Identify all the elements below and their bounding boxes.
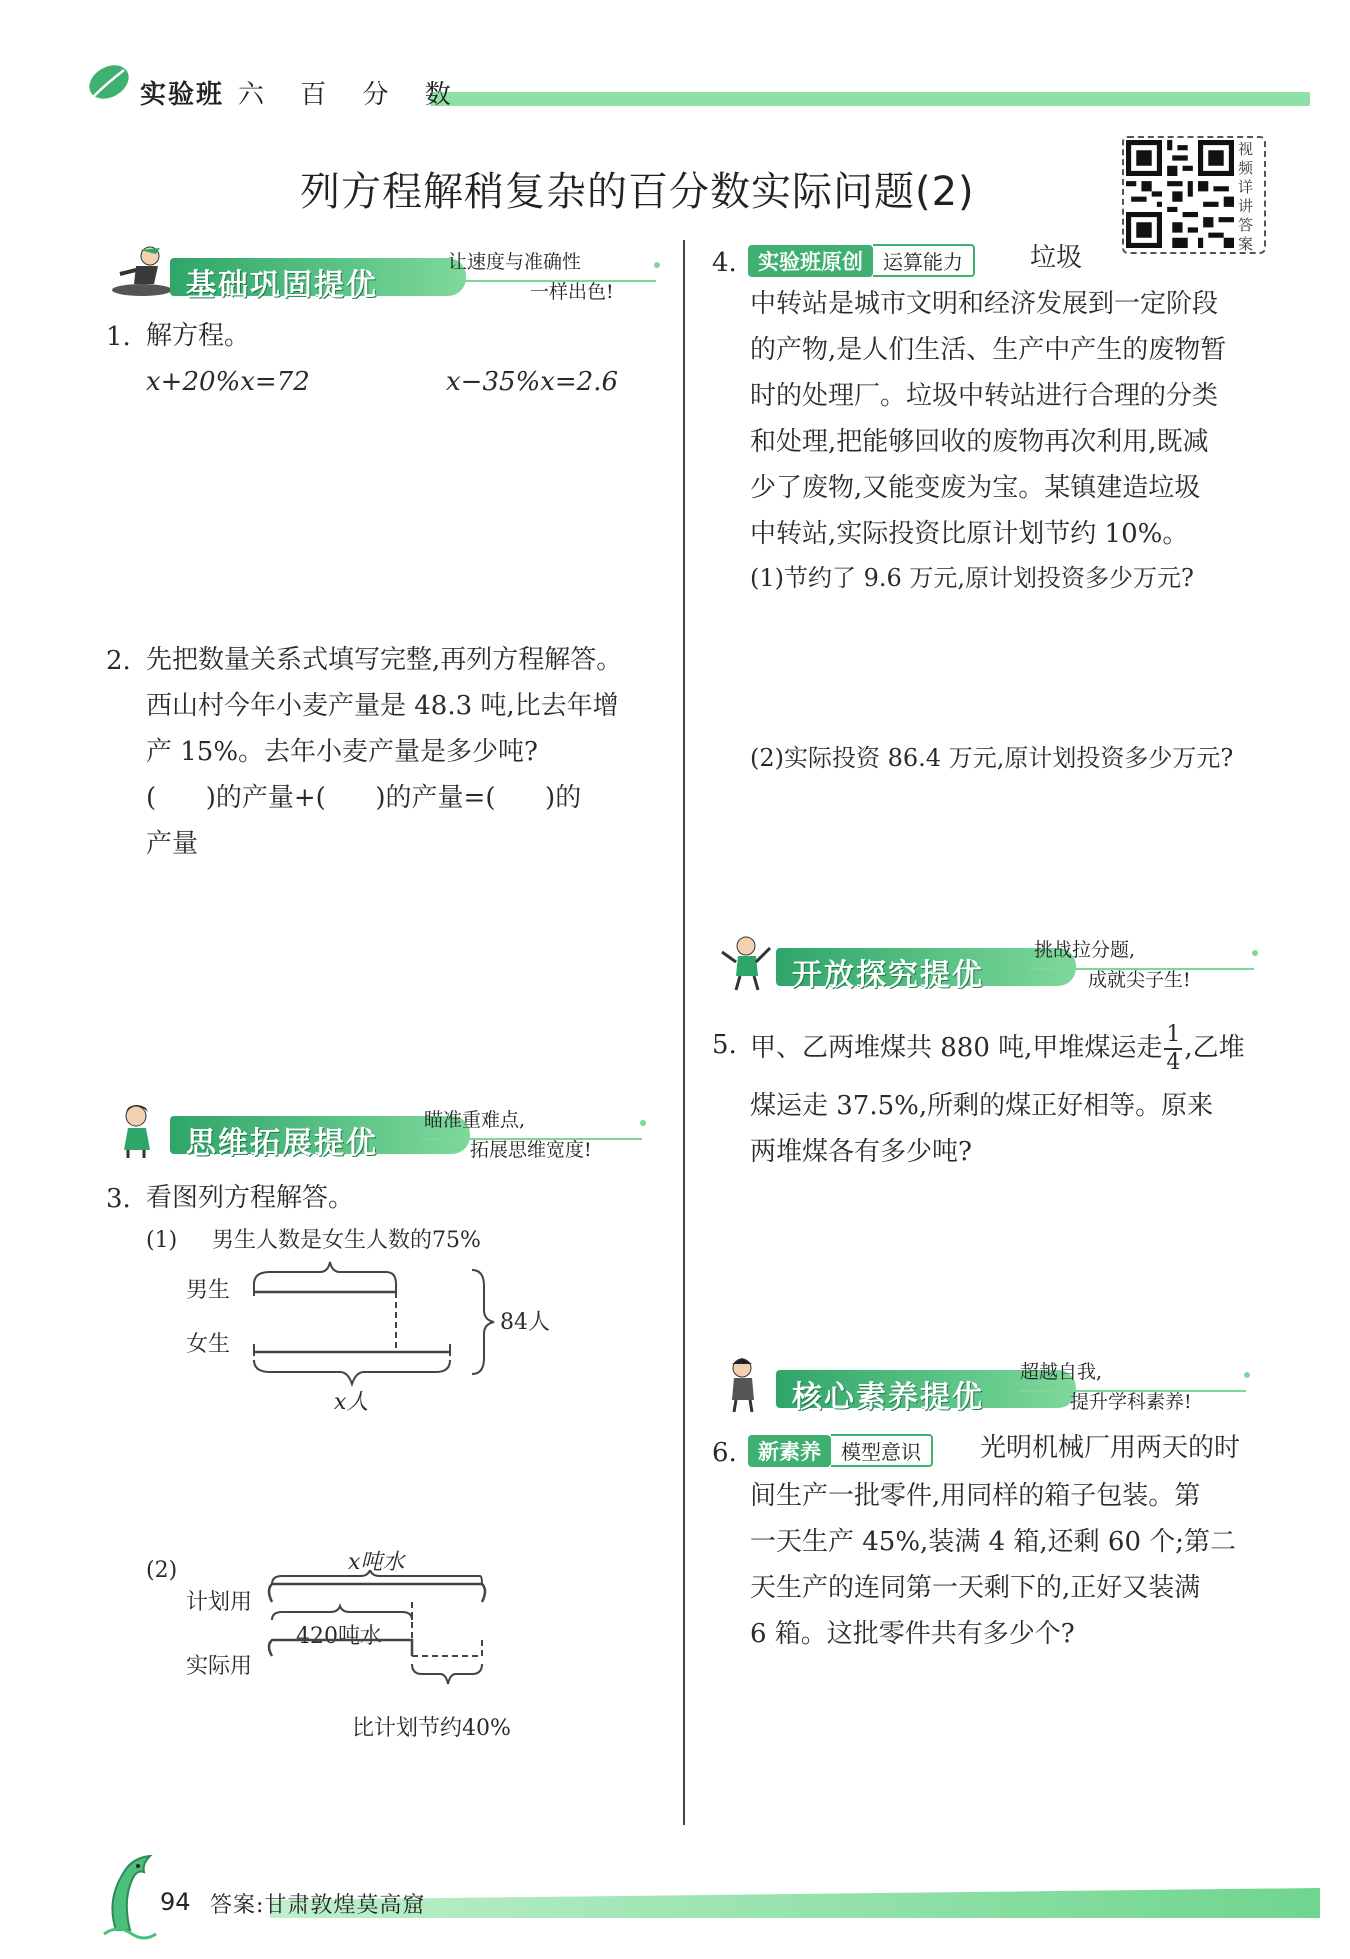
q1-number: 1.: [106, 322, 131, 352]
q6-tag: 新素养: [748, 1435, 831, 1467]
section-banner-basic: [106, 251, 666, 303]
q6-number: 6.: [712, 1438, 737, 1468]
q4-line-1: 中转站是城市文明和经济发展到一定阶段: [750, 289, 1219, 319]
motto-basic-2: 一样出色!: [530, 281, 614, 303]
footer-answer: 答案:甘肃敦煌莫高窟: [210, 1893, 426, 1918]
q3-total-label: 84人: [500, 1310, 550, 1335]
q4-line-3: 时的处理厂。垃圾中转站进行合理的分类: [750, 381, 1219, 411]
q4-lead: 垃圾: [1030, 243, 1083, 273]
q1-equation-2: x−35%x=2.6: [446, 367, 619, 397]
q5-line-1a: 甲、乙两堆煤共 880 吨,甲堆煤运走: [750, 1033, 1163, 1063]
q4-line-4: 和处理,把能够回收的废物再次利用,既减: [750, 427, 1209, 457]
q4-skill: 运算能力: [873, 244, 975, 277]
section-label-open: 开放探究提优: [792, 958, 984, 993]
mascot-climber-icon: [712, 934, 782, 992]
header-band: [430, 92, 1310, 106]
q3-part2-label: (2): [146, 1558, 178, 1583]
column-divider: [683, 240, 685, 1825]
q3-number: 3.: [106, 1184, 131, 1214]
q2-line-5: 产量: [146, 829, 199, 859]
q3-text: 看图列方程解答。: [146, 1183, 355, 1213]
q6-line-1: 间生产一批零件,用同样的箱子包装。第: [750, 1481, 1201, 1511]
q4-line-5: 少了废物,又能变废为宝。某镇建造垃圾: [750, 473, 1201, 503]
section-banner-core: [712, 1361, 1272, 1415]
q3-part1-caption: 男生人数是女生人数的75%: [212, 1228, 481, 1253]
q2-line-3: 产 15%。去年小麦产量是多少吨?: [146, 737, 538, 767]
q3-mid-label: 420吨水: [296, 1624, 382, 1649]
mascot-skateboard-icon: [106, 244, 176, 302]
q4-sub-1: (1)节约了 9.6 万元,原计划投资多少万元?: [750, 564, 1194, 592]
dolphin-icon: [96, 1850, 160, 1940]
q4-line-2: 的产物,是人们生活、生产中产生的废物暂: [750, 335, 1227, 365]
q3-top-label: x吨水: [348, 1550, 405, 1575]
q6-tags: [748, 1434, 933, 1467]
q4-line-6: 中转站,实际投资比原计划节约 10%。: [750, 519, 1189, 549]
brand-label: 实验班: [140, 80, 225, 110]
q6-lead: 光明机械厂用两天的时: [980, 1433, 1241, 1463]
motto-open-2: 成就尖子生!: [1088, 969, 1191, 991]
motto-thinking-1: 瞄准重难点,: [424, 1109, 526, 1131]
qr-code-icon[interactable]: [1126, 140, 1234, 248]
q3-boys-label: 男生: [186, 1278, 231, 1303]
q3-part1-label: (1): [146, 1228, 178, 1253]
q2-number: 2.: [106, 646, 131, 676]
q5-frac-num: 1: [1164, 1022, 1182, 1050]
mascot-girl-icon: [106, 1102, 176, 1160]
q5-fraction: [1164, 1022, 1182, 1076]
q4-tags: [748, 244, 975, 277]
motto-thinking-2: 拓展思维宽度!: [470, 1139, 592, 1161]
q1-equation-1: x+20%x=72: [146, 367, 310, 397]
motto-core-1: 超越自我,: [1020, 1361, 1103, 1383]
q3-girls-label: 女生: [186, 1332, 231, 1357]
qr-caption: 视频详讲答案: [1238, 140, 1254, 253]
q6-line-3: 天生产的连同第一天剩下的,正好又装满: [750, 1573, 1201, 1603]
page-number: 94: [160, 1888, 191, 1916]
q5-number: 5.: [712, 1030, 737, 1060]
q3-actual-label: 实际用: [186, 1654, 253, 1679]
q3-bottom-label: 比计划节约40%: [352, 1716, 511, 1741]
motto-open-1: 挑战拉分题,: [1034, 939, 1136, 961]
q5-line-3: 两堆煤各有多少吨?: [750, 1137, 972, 1167]
header-text: [140, 74, 465, 111]
section-label-core: 核心素养提优: [792, 1380, 984, 1415]
motto-basic-1: 让速度与准确性: [448, 251, 582, 273]
section-label-basic: 基础巩固提优: [186, 268, 378, 303]
section-banner-open: [712, 939, 1272, 993]
leaf-icon: [86, 62, 132, 102]
q3-plan-label: 计划用: [186, 1590, 253, 1615]
section-banner-thinking: [106, 1109, 666, 1161]
q6-line-2: 一天生产 45%,装满 4 箱,还剩 60 个;第二: [750, 1527, 1237, 1557]
q2-line-2: 西山村今年小麦产量是 48.3 吨,比去年增: [146, 691, 619, 721]
q3-x-label: x人: [334, 1390, 369, 1415]
q4-tag: 实验班原创: [748, 245, 873, 277]
q2-line-1: 先把数量关系式填写完整,再列方程解答。: [146, 645, 623, 675]
q2-fill-blank[interactable]: ( )的产量+( )的产量=( )的: [146, 783, 582, 813]
q5-line-2: 煤运走 37.5%,所剩的煤正好相等。原来: [750, 1091, 1214, 1121]
q4-sub-2: (2)实际投资 86.4 万元,原计划投资多少万元?: [750, 744, 1234, 772]
q6-skill: 模型意识: [831, 1434, 933, 1467]
mascot-scholar-icon: [712, 1356, 782, 1414]
motto-core-2: 提升学科素养!: [1070, 1391, 1192, 1413]
q1-text: 解方程。: [146, 321, 251, 351]
q4-number: 4.: [712, 248, 737, 278]
q3-part2-diagram: [260, 1570, 500, 1720]
page-title: 列方程解稍复杂的百分数实际问题(2): [300, 169, 975, 215]
footer-band: [270, 1888, 1320, 1918]
q5-frac-den: 4: [1166, 1050, 1181, 1075]
q5-line-1b: ,乙堆: [1184, 1033, 1245, 1063]
section-label-thinking: 思维拓展提优: [186, 1126, 378, 1161]
chapter-label: 六 百 分 数: [238, 80, 465, 110]
q6-line-4: 6 箱。这批零件共有多少个?: [750, 1619, 1075, 1649]
q5-line-1: [750, 1022, 1245, 1076]
